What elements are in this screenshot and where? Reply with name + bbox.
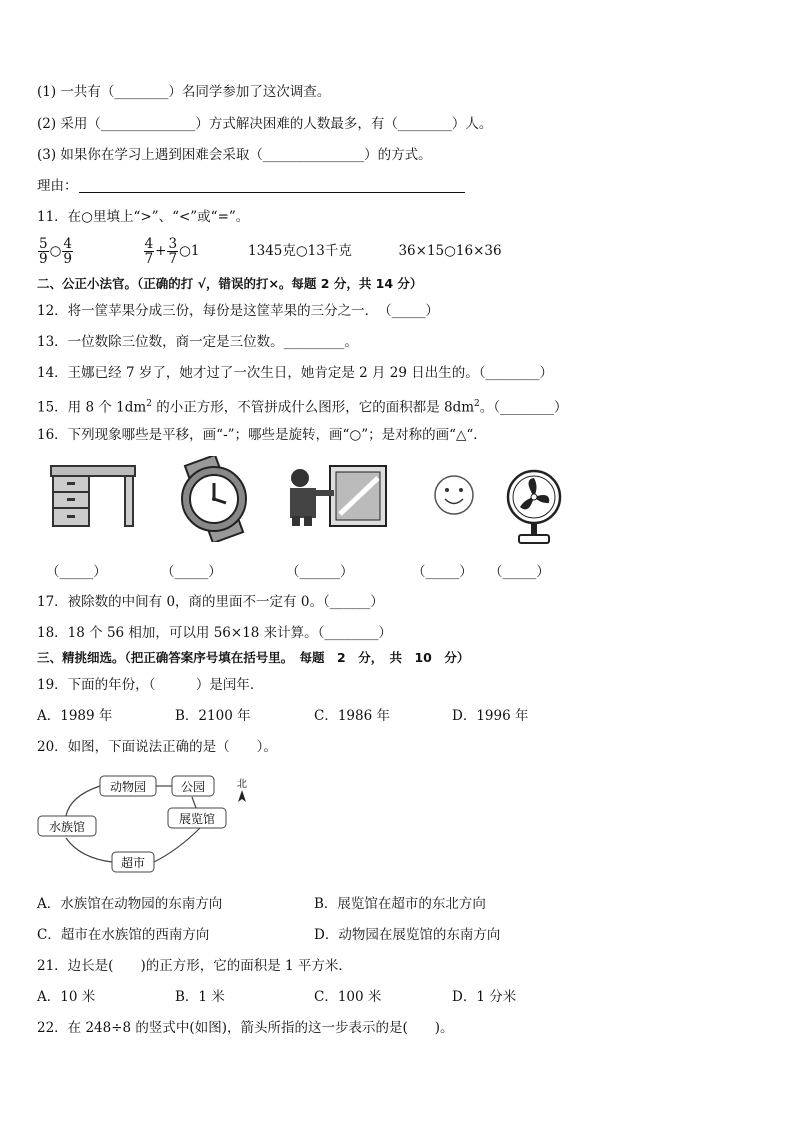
q19-option-a[interactable]: A．1989 年 [37,708,113,724]
q11-items [37,235,502,267]
q20-option-c[interactable]: C．超市在水族馆的西南方向 [37,927,210,943]
q11-item-b: $\frac{4}{7}$ + $\frac{3}{7}$ ○1 [144,236,200,267]
q19: 19．下面的年份，（ ）是闰年． [37,677,264,693]
fraction-3-7: $\frac{3}{7}$ [168,236,178,267]
q16: 16．下列现象哪些是平移，画“-”；哪些是旋转，画“○”；是对称的画“△“． [37,427,487,443]
q10-part2: (2) 采用（______________）方式解决困难的人数最多，有（________）人。 [37,116,493,132]
q19-option-c[interactable]: C．1986 年 [314,708,390,724]
q11-item-a: $\frac{5}{9}$ ○ $\frac{4}{9}$ [39,236,72,267]
north-arrow-icon [238,790,246,802]
q21-option-a[interactable]: A．10 米 [37,989,96,1005]
fraction-5-9: $\frac{5}{9}$ [39,236,48,267]
fraction-4-7: $\frac{4}{7}$ [144,236,154,267]
map-label-supermarket: 超市 [120,856,146,870]
q21-option-b[interactable]: B．1 米 [175,989,225,1005]
q11-item-c: 1345克○13千克 [248,243,352,259]
q16-blank-1[interactable]: （_____） [46,564,107,580]
electric-fan-picture [503,469,565,547]
q20-option-a[interactable]: A．水族馆在动物园的东南方向 [37,896,223,912]
north-label: 北 [237,779,247,790]
map-label-aquarium: 水族馆 [48,820,86,834]
section-2-heading: 二、公正小法官。（正确的打 √，错误的打×。每题 2 分，共 14 分） [37,276,423,291]
map-label-park: 公园 [180,780,206,794]
q21-option-c[interactable]: C．100 米 [314,989,382,1005]
q19-option-d[interactable]: D．1996 年 [452,708,529,724]
section-3-heading: 三、精挑细选。（把正确答案序号填在括号里。 每题 2 分， 共 10 分） [37,650,470,665]
desk-picture [45,458,140,532]
location-map-diagram [36,770,266,882]
q16-blank-4[interactable]: （_____） [412,564,473,580]
q20: 20．如图，下面说法正确的是（ ）。 [37,739,277,755]
wristwatch-picture [168,456,260,542]
q10-part1: (1) 一共有（________）名同学参加了这次调查。 [37,84,331,100]
q11-title: 11．在○里填上“>”、“<”或“=”。 [37,209,250,225]
smiley-face-picture [432,473,476,517]
q12: 12．将一筐苹果分成三份，每份是这筐苹果的三分之一． （_____） [37,303,439,319]
q10-reason-label: 理由： [37,178,78,194]
q19-option-b[interactable]: B．2100 年 [175,708,251,724]
q14: 14．王娜已经 7 岁了，她才过了一次生日，她肯定是 2 月 29 日出生的。（________） [37,365,554,381]
map-label-zoo: 动物园 [109,780,147,794]
fraction-4-9: $\frac{4}{9}$ [63,236,72,267]
window-picture [282,464,388,528]
q16-blank-2[interactable]: （_____） [161,564,222,580]
reason-answer-line [79,192,465,193]
q21-option-d[interactable]: D．1 分米 [452,989,517,1005]
map-label-exhibition: 展览馆 [178,812,216,826]
q10-part3: (3) 如果你在学习上遇到困难会采取（_______________）的方式。 [37,147,432,163]
q20-option-d[interactable]: D．动物园在展览馆的东南方向 [314,927,501,943]
q11-item-d: 36×15○16×36 [398,243,502,259]
q15: 15．用 8 个 $1dm^2$ 的小正方形，不管拼成什么图形，它的面积都是 $8dm^2$。（________） [37,399,568,416]
q16-blank-5[interactable]: （_____） [489,564,550,580]
q22: 22．在 248÷8 的竖式中(如图)，箭头所指的这一步表示的是( )。 [37,1020,454,1036]
q16-blank-3[interactable]: （______） [286,564,354,580]
q20-option-b[interactable]: B．展览馆在超市的东北方向 [314,896,486,912]
q21: 21．边长是( )的正方形，它的面积是 1 平方米． [37,958,352,974]
q17: 17．被除数的中间有 0，商的里面不一定有 0。（______） [37,594,384,610]
q13: 13．一位数除三位数，商一定是三位数。_________。 [37,334,358,350]
q18: 18．18 个 56 相加，可以用 56×18 来计算。（________） [37,625,392,641]
